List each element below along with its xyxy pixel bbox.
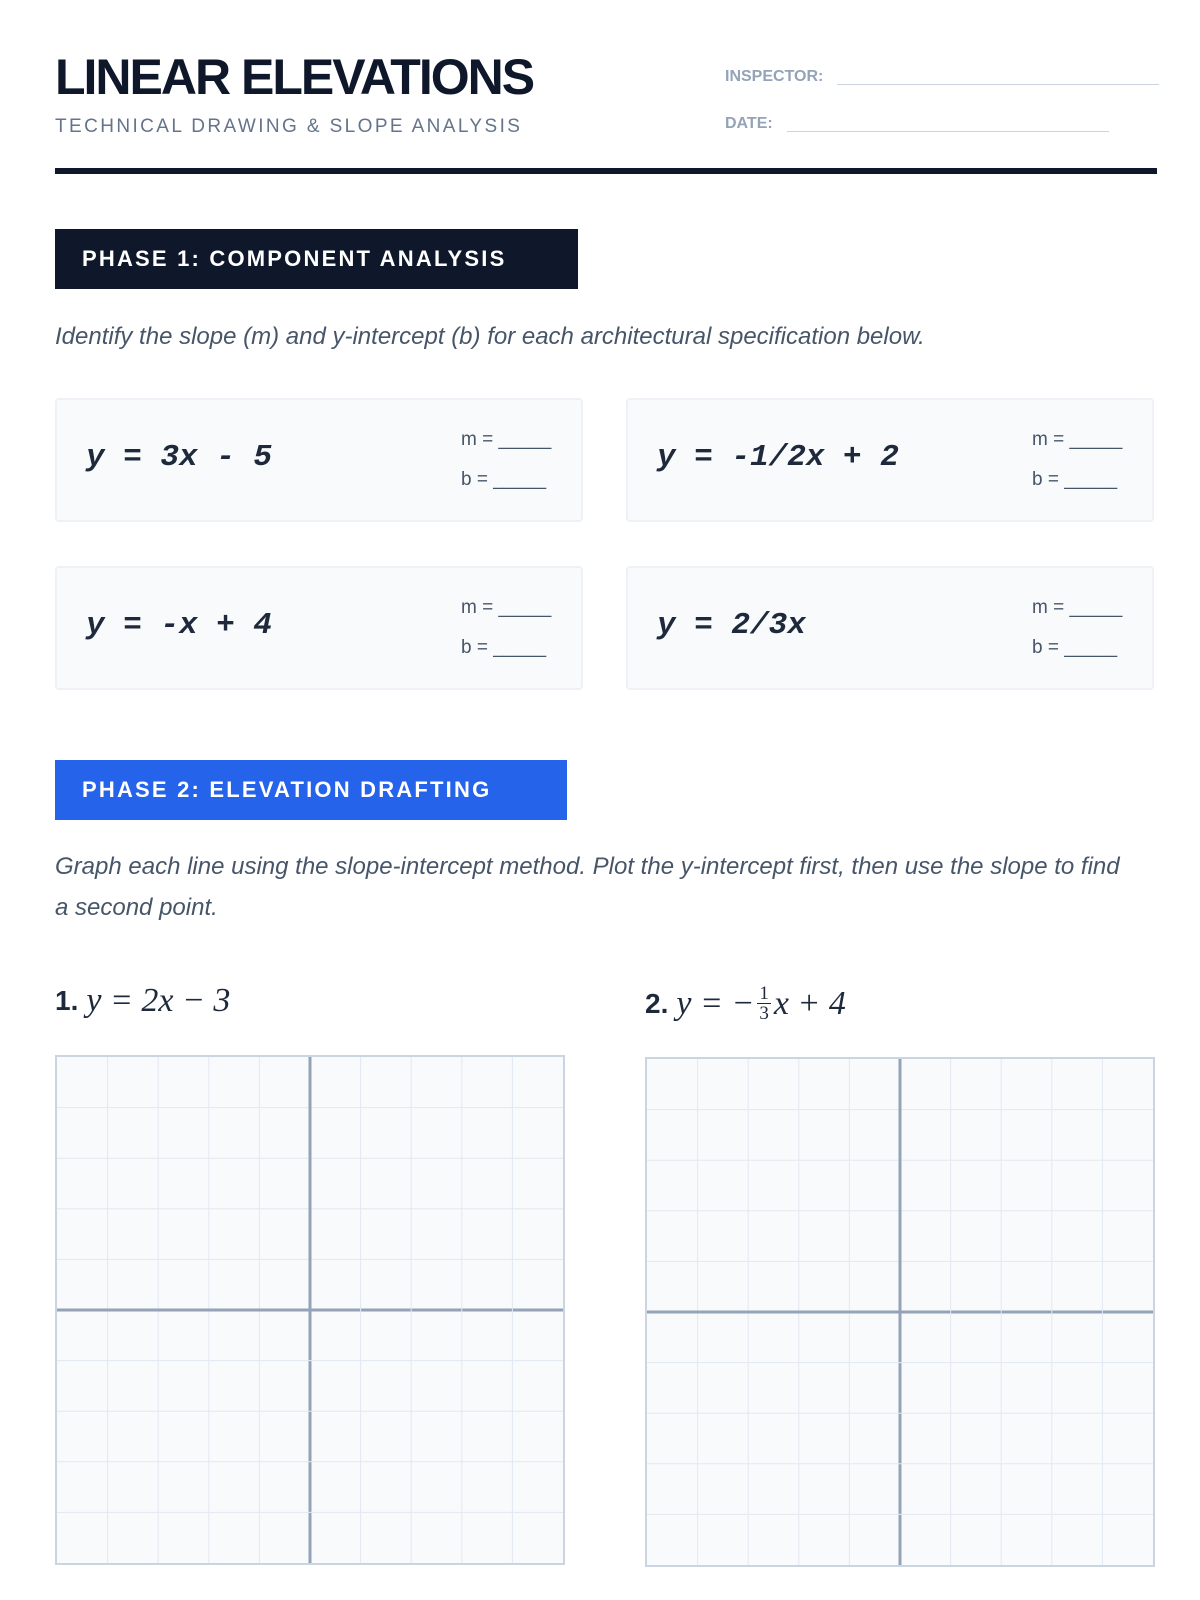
- grid-lines: [57, 1057, 563, 1563]
- slope-blank[interactable]: m = _____: [1032, 597, 1123, 618]
- fraction-denominator: 3: [759, 1003, 769, 1024]
- problem-number: 1.: [55, 985, 79, 1016]
- equation-text: y = 3x - 5: [86, 440, 273, 475]
- coordinate-grid-1[interactable]: [55, 1055, 565, 1565]
- equation-card: [626, 566, 1154, 690]
- problem-2-label: [645, 984, 846, 1023]
- intercept-blank[interactable]: b = _____: [1032, 637, 1118, 658]
- phase-1-instructions: Identify the slope (m) and y-intercept (b) for each architectural specification below.: [55, 323, 925, 350]
- equation-card: [55, 566, 583, 690]
- equation-text: y = -x + 4: [86, 608, 273, 643]
- slope-blank[interactable]: m = _____: [461, 429, 552, 450]
- equation-text: y = -1/2x + 2: [657, 440, 899, 475]
- worksheet-title: LINEAR ELEVATIONS: [55, 49, 534, 105]
- grid-lines: [647, 1059, 1153, 1565]
- phase-1-header: PHASE 1: COMPONENT ANALYSIS: [55, 229, 578, 289]
- intercept-blank[interactable]: b = _____: [461, 637, 547, 658]
- phase-2-instructions: Graph each line using the slope-intercept method. Plot the y-intercept first, then use the slope to find a second point.: [55, 853, 1120, 921]
- slope-blank[interactable]: m = _____: [461, 597, 552, 618]
- problem-equation: y = 2x − 3: [86, 982, 231, 1019]
- inspector-line[interactable]: [837, 66, 1159, 85]
- date-line[interactable]: [787, 113, 1109, 132]
- inspector-label: INSPECTOR:: [725, 68, 824, 85]
- problem-equation-suffix: x + 4: [773, 984, 846, 1022]
- coordinate-grid-2[interactable]: [645, 1057, 1155, 1567]
- problem-equation-prefix: y = −: [676, 984, 755, 1022]
- intercept-blank[interactable]: b = _____: [461, 469, 547, 490]
- worksheet-page: [55, 0, 1157, 1600]
- date-label: DATE:: [725, 115, 773, 132]
- header-divider: [55, 168, 1157, 174]
- worksheet-subtitle: TECHNICAL DRAWING & SLOPE ANALYSIS: [55, 116, 523, 137]
- inspector-field: [725, 66, 1159, 85]
- equation-card: [626, 398, 1154, 522]
- fraction-numerator: 1: [759, 983, 769, 1004]
- phase-2-header: PHASE 2: ELEVATION DRAFTING: [55, 760, 567, 820]
- intercept-blank[interactable]: b = _____: [1032, 469, 1118, 490]
- equation-text: y = 2/3x: [657, 608, 806, 643]
- date-field: [725, 113, 1109, 132]
- problem-number: 2.: [645, 987, 669, 1019]
- slope-blank[interactable]: m = _____: [1032, 429, 1123, 450]
- equation-card: [55, 398, 583, 522]
- fraction: [757, 984, 771, 1023]
- problem-1-label: [55, 984, 230, 1018]
